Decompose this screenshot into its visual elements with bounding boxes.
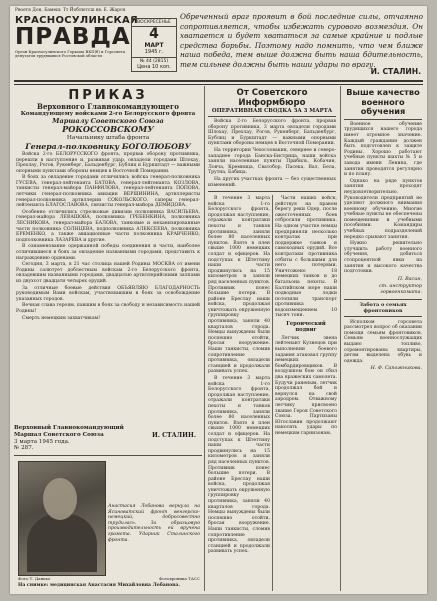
sovinform-column-2 [208, 195, 270, 591]
article-title: Выше качество военного обучения [344, 88, 422, 120]
article-paragraph: Нужно решительно улучшить работу военного обучения, добиться стопроцентной явки на занятия и высокого качества подготовки. [344, 241, 422, 275]
paper-name-small: КРАСНОСУЛИНСКАЯ [15, 15, 138, 26]
sovinform-paragraph: Войска 2-го Белорусского фронта, прорвав оборону противника, 3 марта овладели городами Шлохау, Прехлау, Рогов, Рукенберг, Бальденбург, Бублиц и Буркштадт — важными опорными пунктами обороны немцев в Восточной Померании. [208, 119, 336, 147]
newspaper-page [10, 6, 427, 594]
weekday: ВОСКРЕСЕНЬЕ [132, 19, 176, 27]
prikaz-addressee-2: Командующему войсками 2-го Белорусского фронта [20, 111, 196, 118]
header-divider [14, 80, 423, 85]
article-paragraph: Военное обучение трудящихся нашего города имеет огромное значение. Каждый гражданин должен быть подготовлен к защите Родины. Хорошо работают учебные пункты шахты № 5 и завода имени Ленина, где занятия проводятся регулярно и по плану. [344, 121, 422, 178]
paper-name: ПРАВДА [15, 24, 131, 50]
sovinform-text: В течение 3 марта войска 1-го Белорусского фронта, продолжая наступление, отражали контратаки пехоты и танков противника, заняли более 80 населенных пунктов. Взято в плен свыше 1000 немецких солдат и офицеров. На подступах к Штеттину наши части продвинулись на 15 километров и заняли ряд населенных пунктов. Противник понес большие потери. В районе Бреслау наши войска, продолжая уничтожать окруженную группировку противника, заняли 40 кварталов города. Немцы вынуждены были поспешно отойти, бросая вооружение. Наши танкисты, сломив сопротивление противника, овладели станцией и продолжали развивать успех. [208, 196, 270, 375]
sovinform-text: В течение 3 марта войска 1-го Белорусского фронта, продолжая наступление, отражали контратаки пехоты и танков противника, заняли более 80 населенных пунктов. Взято в плен свыше 1000 немецких солдат и офицеров. На подступах к Штеттину наши части продвинулись на 15 километров и заняли ряд населенных пунктов. Противник понес большие потери. В районе Бреслау наши войска, продолжая уничтожать окруженную группировку противника, заняли 40 кварталов города. Немцы вынуждены были поспешно отойти, бросая вооружение. Наши танкисты, сломив сопротивление противника, овладели станцией и продолжали развивать успех. [208, 376, 270, 555]
photo-credit-right: Фотохроника ТАСС [159, 576, 200, 581]
prikaz-paragraph: Вечная слава героям, павшим в боях за свободу и независимость нашей Родины! [16, 303, 200, 314]
month: МАРТ [144, 42, 164, 49]
sovinform-header [208, 88, 336, 188]
stalin-quote: Обреченный враг проявит в бой последние силы, отчаянно сопротивляется, чтобы избежать сурового возмездия. Он хватается и будет хвататься за самые крайние и подлые средства борьбы. Поэтому надо помнить, что чем ближе наша победа, тем выше должна быть наша бдительность, тем сильнее должны быть наши удары по врагу. [180, 12, 423, 69]
sovinform-text: Части наших войск, действуя на правом берегу реки Одер, после ожесточенных боев отбросили противника. На одном участке немцы предприняли несколько контратак при поддержке танков и самоходных орудий. Все контратаки противника отбиты с большими для него потерями. Уничтожено 18 немецких танков и до батальона пехоты. В Балтийском море наши подводные лодки потопили транспорт противника водоизмещением 10 тысяч тонн. [275, 196, 337, 319]
masthead [15, 15, 138, 59]
day: 4 [149, 26, 159, 42]
general-name: БОГОЛЮБОВУ [121, 141, 191, 151]
date-box [131, 18, 177, 72]
divider [208, 191, 336, 192]
portrait-photo [18, 461, 106, 576]
staff-line: Начальнику штаба фронта [66, 134, 150, 141]
prikaz-paragraph: Особенно отличились стрелковые дивизии полковника ВАСИЛЬЕВА, генерал-майора ЛЕВАШОВА, полковника ГРЕБЕНКИНА, полковника ЛЕСНИКОВА, генерал-майора БАЛОВА, танковые и механизированные части полковника СОЛНЦЕВА, подполковника АЛЕКСЕЕВА, полковника ЕРЕМЕНКО, а также авиационные части полковника КРАВЧЕНКО, подполковника ЛАЗАРЕВА и другие. [16, 209, 200, 243]
author-name: Н. Ф. Сапожникова. [370, 366, 422, 372]
prikaz-paragraph: Сегодня, 3 марта, в 21 час столица нашей Родины МОСКВА от имени Родины салютует доблестным войскам 2-го Белорусского фронта, овладевшим названными городами, двадцатью артиллерийскими залпами из двухсот двадцати четырех орудий. [16, 262, 200, 284]
motto: Рвоетя Дон, Бамеш: Тт Йоблютсш вв. Е. Жарсн [15, 8, 126, 13]
prikaz-date: 3 марта 1945 года. [14, 438, 70, 445]
prikaz-addressee-1: Верховного Главнокомандующего [37, 102, 179, 111]
author-title: ст. инструктор горвоенкомата. [379, 284, 422, 295]
marshal-name: РОКОССОВСКОМУ [62, 124, 154, 135]
prikaz-title: ПРИКАЗ [68, 88, 148, 103]
photo-credit [18, 576, 200, 581]
sign-name: И. СТАЛИН. [151, 432, 196, 439]
prikaz-paragraph: В боях за овладение городами отличились войска генерал-полковника ГУСЕВА, генерал-лейтенанта БАТОВА, генерал-лейтенанта КОЗЛОВА, танкисты генерал-майора ПАНФИЛОВА, генерал-лейтенанта ПОПОВА, летчики генерал-полковника авиации ВЕРШИНИНА, артиллеристы генерал-полковника артиллерии СОКОЛЬСКОГО, саперы генерал-лейтенанта БЛАГОСЛАВОВА, связисты генерал-майора ДЕМИДОВА. [16, 175, 200, 209]
stalin-signature: И. СТАЛИН. [370, 67, 421, 76]
price: Цена 10 коп. [137, 64, 171, 70]
sovinform-paragraph: На других участках фронта — без существенных изменений. [208, 176, 336, 188]
column-rule [340, 86, 341, 591]
prikaz-paragraph: За отличные боевые действия ОБЪЯВЛЯЮ БЛАГОДАРНОСТЬ руководимым Вами войскам, участвовавшим в боях за освобождение указанных городов. [16, 285, 200, 302]
prikaz-article [16, 88, 200, 420]
sovinform-text: Летчик звена лейтенант Кузнецов при выполнении боевого задания атаковал группу немецких бомбардировщиков. В воздушном бою он сбил два вражеских самолета. Будучи раненым, летчик продолжал бой и вернулся на свой аэродром. Отважному летчику присвоено звание Героя Советского Союза. Партизаны Югославии продолжают наносить удары по немецким гарнизонам. [275, 335, 337, 436]
military-training-article [344, 88, 422, 590]
prikaz-paragraph: Смерть немецким захватчикам! [22, 315, 101, 321]
article-paragraph: Исполком горсовета рассмотрел вопрос об оказании помощи семьям фронтовиков. Семьям военнослужащих выдано топливо, отремонтированы квартиры, детям выделена обувь и одежда. [344, 319, 422, 364]
sovinform-paragraph: На территории Чехословакии, севернее и северо-западнее города Банска-Бистрица, наши войска заняли населенные пункты Прибиль, Кобачин, Ловча, Кремница, Сватобор, Пасека, Вал, Бела, Трутна, Бабица. [208, 147, 336, 176]
subheading: Героический подвиг [286, 321, 326, 334]
sovinform-title: От Советского Информбюро [236, 88, 308, 108]
year: 1945 г. [144, 49, 164, 55]
sign-title-1: Верховный Главнокомандующий [14, 425, 124, 431]
sign-title-2: Маршал Советского Союза [14, 431, 104, 438]
prikaz-signature [14, 425, 200, 452]
general-line [16, 142, 200, 151]
issue-number: № 44 (2815) [132, 57, 176, 64]
photo-figure [27, 514, 97, 572]
article-paragraph: Однако на ряде пунктов занятия проходят неудовлетворительно. Руководители предприятий не уделяют должного внимания военному обучению. Многие учебные пункты не обеспечены помещениями и учебными пособиями. Командиры учебных подразделений нередко срывают занятия. [344, 178, 422, 240]
marshal-rank: Маршалу Советского Союза [52, 117, 164, 126]
photo-caption: Анастасия Лобанова вернула на Ясиноватский фронт венгерско-немецкий, добросовестно трудилась. За образцовую производительность ей вручена грамота. Ударник Сталинского фронта. [108, 504, 200, 543]
photo-face [43, 478, 77, 520]
divider [14, 455, 202, 456]
author-name: П. Васин, [397, 276, 422, 282]
prikaz-paragraph: Войска 2-го БЕЛОРУССКОГО фронта, прорвав оборону противника, перешли в наступление и, развивая удар, овладели городами Шлохау, Прехлау, Рогов, Рукенберг, Бальденбург, Бублиц и Буркштадт — важными опорными пунктами обороны немцев в Восточной Померании. [16, 151, 200, 174]
prikaz-number: № 287. [14, 445, 34, 452]
column-rule [204, 86, 205, 591]
sovinform-subtitle: ОПЕРАТИВНАЯ СВОДКА ЗА 3 МАРТА [208, 108, 336, 117]
subheading: Забота о семьях фронтовиков [344, 299, 422, 317]
photo-credit-left: Фото Т. Данько [18, 576, 51, 581]
prikaz-paragraph: В ознаменование одержанной победы соединения и части, наиболее отличившиеся в боях за овладение названными городами, представить к награждению орденами. [16, 244, 200, 261]
paper-subtitle: Орган Красносулинского Горкома ВКП(б) и Горсовета депутатов трудящихся Ростовской области [15, 49, 126, 59]
sovinform-column-3 [275, 195, 337, 591]
column-rule [272, 195, 273, 591]
general-rank: Генерал-полковнику [25, 141, 120, 151]
photo-subject: На снимке: медицинская Анастасия Михайловна Лобанова. [18, 583, 180, 588]
